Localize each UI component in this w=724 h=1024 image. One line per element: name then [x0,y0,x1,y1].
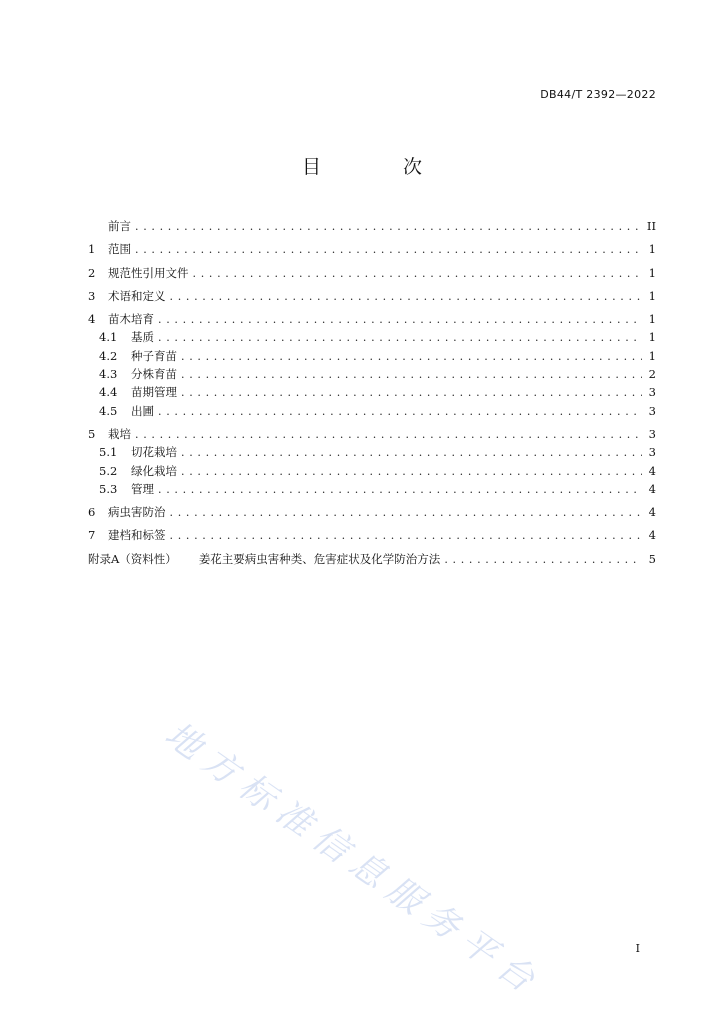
toc-entry-label: 病虫害防治 [108,505,166,520]
toc-entry-number: 4 [88,312,96,327]
toc-entry[interactable] [88,527,656,545]
toc-entry-page: 2 [648,367,656,382]
toc-entry[interactable] [88,463,656,481]
dot-leader [170,506,643,519]
toc-entry[interactable] [88,366,656,384]
toc-entry-number: 4.3 [99,367,118,382]
watermark: 地方标准信息服务平台 [157,714,550,1006]
dot-leader [181,386,642,399]
table-of-contents [88,218,656,569]
dot-leader [170,529,643,542]
toc-entry-number: 5.3 [99,481,118,496]
toc-entry-label: 基质 [131,330,154,345]
dot-leader [170,290,643,303]
toc-entry-page: 3 [648,426,656,441]
toc-entry-label: 前言 [108,219,131,233]
document-code: DB44/T 2392—2022 [540,88,656,101]
toc-entry[interactable] [88,348,656,366]
dot-leader [181,465,642,478]
toc-entry-page: 1 [648,242,656,257]
toc-entry[interactable] [88,241,656,259]
dot-leader [181,350,642,363]
toc-entry-page: 1 [648,348,656,363]
toc-entry[interactable] [88,403,656,421]
dot-leader [135,428,642,441]
toc-entry[interactable] [88,311,656,329]
page-number: I [635,942,640,955]
toc-entry-label: 种子育苗 [131,348,177,363]
toc-entry-prefix: 附录A（资料性） [88,551,177,566]
toc-entry-number: 5.2 [99,463,118,478]
toc-entry-number: 4.5 [99,403,118,418]
toc-entry[interactable] [88,384,656,402]
toc-entry[interactable] [88,218,656,236]
toc-entry-page: 1 [648,312,656,327]
toc-entry-label: 范围 [108,242,131,257]
dot-leader [444,553,642,566]
toc-entry-page: 1 [648,330,656,345]
toc-entry-number: 6 [88,505,96,520]
dot-leader [158,331,642,344]
toc-entry-page: 4 [648,481,656,496]
toc-entry-number: 5 [88,426,96,441]
dot-leader [158,405,642,418]
toc-entry-page: II [646,219,656,233]
toc-entry-number: 2 [88,265,96,280]
toc-entry-label: 苗期管理 [131,385,177,400]
dot-leader [158,483,642,496]
toc-entry-label: 出圃 [131,403,154,418]
toc-entry-label: 建档和标签 [108,528,166,543]
toc-entry-label: 苗木培育 [108,312,154,327]
dot-leader [181,446,642,459]
dot-leader [193,267,643,280]
toc-entry-label: 姜花主要病虫害种类、危害症状及化学防治方法 [198,551,441,566]
toc-entry-label: 管理 [131,481,154,496]
toc-entry-label: 切花栽培 [131,445,177,460]
dot-leader [135,243,642,256]
dot-leader [158,313,642,326]
toc-entry-number: 4.4 [99,385,118,400]
toc-entry[interactable] [88,504,656,522]
toc-entry-number: 7 [88,528,96,543]
toc-entry-page: 4 [648,528,656,543]
toc-entry-page: 3 [648,385,656,400]
toc-entry-label: 绿化栽培 [131,463,177,478]
toc-entry[interactable] [88,329,656,347]
toc-entry-page: 1 [648,288,656,303]
toc-entry-number: 1 [88,242,96,257]
toc-entry[interactable] [88,426,656,444]
toc-entry[interactable] [88,265,656,283]
toc-entry[interactable] [88,481,656,499]
toc-entry-page: 3 [648,445,656,460]
dot-leader [181,368,642,381]
toc-entry-number: 4.1 [99,330,118,345]
toc-entry-label: 栽培 [108,426,131,441]
toc-entry[interactable] [88,288,656,306]
toc-entry-page: 3 [648,403,656,418]
toc-entry-number: 4.2 [99,348,118,363]
toc-entry[interactable] [88,444,656,462]
toc-entry-label: 术语和定义 [108,288,166,303]
toc-entry-label: 规范性引用文件 [108,265,189,280]
toc-entry-number: 5.1 [99,445,118,460]
dot-leader [135,220,642,233]
toc-entry-number: 3 [88,288,96,303]
toc-entry-label: 分株育苗 [131,367,177,382]
toc-title: 目 次 [301,156,461,178]
toc-entry[interactable] [88,551,656,569]
toc-entry-page: 4 [648,463,656,478]
toc-entry-page: 5 [648,551,656,566]
toc-entry-page: 4 [648,505,656,520]
toc-entry-page: 1 [648,265,656,280]
